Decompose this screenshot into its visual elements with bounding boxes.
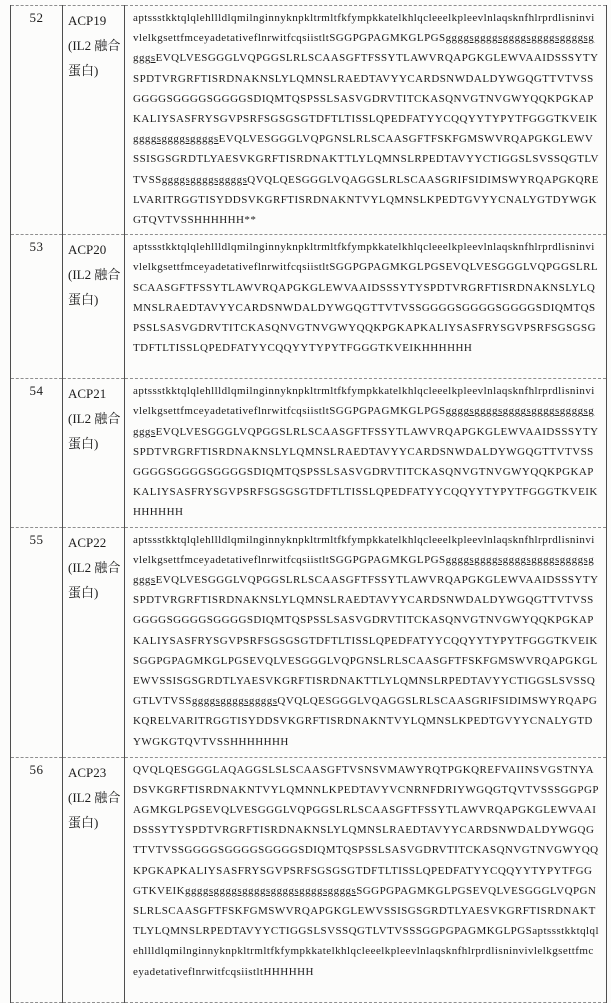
row-number-cell — [11, 757, 63, 1002]
protein-type-label: (IL2 融合蛋白) — [68, 789, 121, 830]
row-number: 55 — [29, 531, 44, 547]
table-row — [11, 527, 607, 757]
sequence-segment: aptssstkktqlqlehllldlqmilnginnyknpkltrmltfkfympkkatelkhlqcleeelkpleevlnlaqsknfhlrprdlisninvivlelkgsettfmceyadetativeflnrwitfcqsiistltSGGPGPAGMKGLPGS — [133, 385, 595, 418]
row-number-cell — [11, 527, 63, 757]
protein-name: ACP19 — [68, 13, 107, 28]
row-number-cell — [11, 235, 63, 379]
linker-segment-underlined: ggggsggggsggggs — [133, 133, 219, 146]
protein-name-cell — [63, 379, 125, 527]
protein-name: ACP21 — [68, 386, 107, 402]
protein-name: ACP20 — [68, 242, 107, 258]
linker-segment-underlined: ggggsggggsggggs — [161, 173, 248, 186]
protein-name: ACP22 — [68, 534, 107, 550]
linker-segment-underlined: ggggsggggsggggsggggsggggsggggs — [133, 405, 595, 438]
sequence-cell — [125, 235, 607, 379]
sequence-segment: EVQLVESGGGLVQPGNSLRLSCAASGFTFSKFGMSWVRQAPGKGLEWVSSISGSGRDTLYAESVKGRFTISRDNAKTTLYLQMNSLRPEDTAVYYCTIGGSLSVSSQGTLVTVSS — [133, 133, 599, 186]
protein-name-cell — [63, 527, 125, 757]
sequence-segment: aptssstkktqlqlehllldlqmilnginnyknpkltrmltfkfympkkatelkhlqcleeelkpleevlnlaqsknfhlrprdlisninvivlelkgsettfmceyadetativeflnrwitfcqsiistltSGGPGPAGMKGLPGSEVQLVESGGGLVQPGGSLRLSCAASGFTFSSYTLAWVRQAPGKGLEWVAAIDSSSYTYSPDTVRGRFTISRDNAKNSLYLQMNSLRAEDTAVYYCARDSNWDALDYWGQGTTVTVSSGGGGSGGGGSGGGGSDIQMTQSPSSLSASVGDRVTITCKASQNVGTNVGWYQQKPGKAPKALIYSASFRYSGVPSRFSGSGSGTDFTLTISSLQPEDFATYYCQQYYTYPYTFGGGTKVEIKHHHHHH — [133, 241, 599, 355]
row-number: 56 — [29, 761, 44, 777]
protein-name: ACP23 — [68, 764, 107, 780]
linker-segment-underlined: ggggsggggsggggs — [191, 695, 278, 708]
protein-name-cell — [63, 6, 125, 235]
sequence-table — [10, 5, 607, 1003]
row-number: 54 — [29, 383, 44, 399]
protein-name-cell — [63, 235, 125, 379]
sequence-segment: QVQLQESGGGLVQAGGSLRLSCAASGRIFSIDIMSWYRQAPGKQRELVARITRGGTISYDDSVKGRFTISRDNAKNTVYLQMNSLKPEDTGVYYCNALYGTDYWGKGTQVTVSSHHHHHH** — [133, 173, 599, 227]
table-body — [11, 6, 607, 1003]
protein-type-label: (IL2 融合蛋白) — [68, 267, 121, 308]
sequence-cell — [125, 757, 607, 1002]
table-row — [11, 379, 607, 527]
table-row — [11, 6, 607, 235]
sequence-segment: aptssstkktqlqlehllldlqmilnginnyknpkltrmltfkfympkkatelkhlqcleeelkpleevlnlaqsknfhlrprdlisninvivlelkgsettfmceyadetativeflnrwitfcqsiistltSGGPGPAGMKGLPGS — [133, 12, 595, 45]
row-number: 53 — [29, 239, 44, 255]
protein-type-label: (IL2 融合蛋白) — [68, 559, 121, 600]
sequence-segment: EVQLVESGGGLVQPGGSLRLSCAASGFTFSSYTLAWVRQAPGKGLEWVAAIDSSSYTYSPDTVRGRFTISRDNAKNSLYLQMNSLRAEDTAVYYCARDSNWDALDYWGQGTTVTVSSGGGGSGGGGSGGGGSDIQMTQSPSSLSASVGDRVTITCKASQNVGTNVGWYQQKPGKAPKALIYSASFRYSGVPSRFSGSGSGTDFTLTISSLQPEDFATYYCQQYYTYPYTFGGGTKVEIKHHHHHH — [133, 425, 599, 519]
table-row — [11, 235, 607, 379]
table-row — [11, 757, 607, 1002]
row-number-cell — [11, 379, 63, 527]
sequence-cell — [125, 527, 607, 757]
sequence-cell — [125, 6, 607, 235]
row-number: 52 — [29, 10, 44, 25]
sequence-segment: EVQLVESGGGLVQPGGSLRLSCAASGFTFSSYTLAWVRQAPGKGLEWVAAIDSSSYTYSPDTVRGRFTISRDNAKNSLYLQMNSLRAEDTAVYYCARDSNWDALDYWGQGTTVTVSSGGGGSGGGGSGGGGSDIQMTQSPSSLSASVGDRVTITCKASQNVGTNVGWYQQKPGKAPKALIYSASFRYSGVPSRFSGSGSGTDFTLTISSLQPEDFATYYCQQYYTYPYTFGGGTKVEIK — [133, 52, 599, 126]
protein-type-label: (IL2 融合蛋白) — [68, 411, 121, 452]
sequence-cell — [125, 379, 607, 527]
sequence-segment: QVQLQESGGGLVQAGGSLRLSCAASGRIFSIDIMSWYRQAPGKQRELVARITRGGTISYDDSVKGRFTISRDNAKNTVYLQMNSLKPEDTGVYYCNALYGTDYWGKGTQVTVSSHHHHHHH — [133, 695, 598, 748]
protein-name-cell — [63, 757, 125, 1002]
sequence-segment: SGGPGPAGMKGLPGSEVQLVESGGGLVQPGNSLRLSCAASGFTFSKFGMSWVRQAPGKGLEWVSSISGSGRDTLYAESVKGRFTISRDNAKTTLYLQMNSLRPEDTAVYYCTIGGSLSVSSQGTLVTVSSSGGPGPAGMKGLPGSaptssstkktqlqlehllldlqmilnginnyknpkltrmltfkfympkkatelkhlqcleeelkpleevlnlaqsknfhlrprdlisninvivlelkgsettfmceyadetativeflnrwitfcqsiistltHHHHHH — [133, 884, 600, 978]
protein-type-label: (IL2 融合蛋白) — [68, 38, 121, 78]
sequence-segment: aptssstkktqlqlehllldlqmilnginnyknpkltrmltfkfympkkatelkhlqcleeelkpleevlnlaqsknfhlrprdlisninvivlelkgsettfmceyadetativeflnrwitfcqsiistltSGGPGPAGMKGLPGS — [133, 533, 595, 566]
linker-segment-underlined: ggggsggggsggggsggggsggggsggggs — [133, 32, 595, 65]
sequence-segment: QVQLQESGGGLAQAGGSLSLSCAASGFTVSNSVMAWYRQTPGKQREFVAIINSVGSTNYADSVKGRFTISRDNAKNTVYLQMNNLKPEDTAVYVCNRNFDRIYWGQGTQVTVSSSGGPGPAGMKGLPGSEVQLVESGGGLVQPGGSLRLSCAASGFTFSSYTLAWVRQAPGKGLEWVAAIDSSSYTYSPDTVRGRFTISRDNAKNSLYLQMNSLRAEDTAVYYCARDSNWDALDYWGQGTTVTVSSGGGGSGGGGSGGGGSDIQMTQSPSSLSASVGDRVTITCKASQNVGTNVGWYQQKPGKAPKALIYSASFRYSGVPSRFSGSGSGTDFTLTISSLQPEDFATYYCQQYYTYPYTFGGGTKVEIK — [133, 763, 599, 897]
sequence-segment: EVQLVESGGGLVQPGGSLRLSCAASGFTFSSYTLAWVRQAPGKGLEWVAAIDSSSYTYSPDTVRGRFTISRDNAKNSLYLQMNSLRAEDTAVYYCARDSNWDALDYWGQGTTVTVSSGGGGSGGGGSGGGGSDIQMTQSPSSLSASVGDRVTITCKASQNVGTNVGWYQQKPGKAPKALIYSASFRYSGVPSRFSGSGSGTDFTLTISSLQPEDFATYYCQQYYTYPYTFGGGTKVEIKSGGPGPAGMKGLPGSEVQLVESGGGLVQPGNSLRLSCAASGFTFSKFGMSWVRQAPGKGLEWVSSISGSGRDTLYAESVKGRFTISRDNAKTTLYLQMNSLRPEDTAVYYCTIGGSLSVSSQGTLVTVSS — [133, 574, 599, 708]
row-number-cell — [11, 6, 63, 235]
linker-segment-underlined: ggggsggggsggggsggggsggggsggggs — [133, 553, 595, 587]
linker-segment-underlined: ggggsggggsggggsggggsggggsggggs — [185, 884, 357, 897]
